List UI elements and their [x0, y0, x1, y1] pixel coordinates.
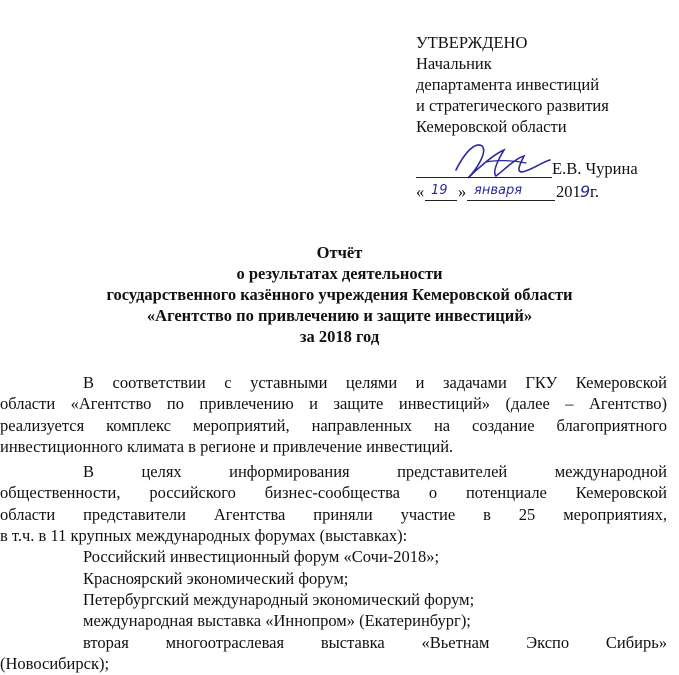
list-item: [76, 568, 667, 589]
date-close-quote: »: [458, 182, 467, 201]
approval-position-line-2: департамента инвестиций: [416, 75, 600, 94]
approval-position-line-3: и стратегического развития: [416, 96, 609, 115]
title-line-4: «Агентство по привлечению и защите инвестиций»: [146, 306, 533, 325]
title-line-5: за 2018 год: [299, 327, 380, 346]
paragraph-1-line-4: инвестиционного климата в регионе и привлечение инвестиций.: [0, 436, 454, 456]
paragraph-1-rest: [0, 393, 667, 457]
report-title: [0, 242, 679, 347]
forum-item-5-line-1: вторая многоотраслевая выставка «Вьетнам Экспо Сибирь»: [83, 632, 667, 652]
forum-item-4: международная выставка «Иннопром» (Екатеринбург);: [83, 611, 471, 631]
title-line-3: государственного казённого учреждения Кемеровской области: [106, 285, 573, 304]
date-day: 19: [431, 183, 448, 198]
report-body: [0, 372, 667, 674]
paragraph-2-line-3: области представители Агентства приняли участие в 25 мероприятиях,: [0, 504, 667, 524]
paragraph-1: [76, 372, 667, 393]
day-underline: [425, 200, 457, 201]
paragraph-2-line-2: общественности, российского бизнес-сообщества о потенциале Кемеровской: [0, 483, 667, 503]
paragraph-1-line-1: В соответствии с уставными целями и задачами ГКУ Кемеровской: [83, 373, 667, 392]
paragraph-1-line-3: реализуется комплекс мероприятий, направленных на создание благоприятного: [0, 415, 667, 435]
signature-underline: [416, 177, 552, 178]
list-item: [76, 632, 667, 653]
forum-item-1: Российский инвестиционный форум «Сочи-2018»;: [83, 547, 440, 567]
paragraph-1-line-2: области «Агентство по привлечению и защите инвестиций» (далее – Агентство): [0, 394, 667, 414]
paragraph-2-rest: [0, 482, 667, 546]
list-item: [76, 610, 667, 631]
forum-item-5-line-2: (Новосибирск);: [0, 653, 110, 673]
date-month: января: [474, 183, 523, 198]
date-year-prefix: 201: [556, 182, 581, 201]
date-year-digit: 9: [580, 182, 591, 201]
month-underline: [467, 200, 555, 201]
paragraph-2: [76, 461, 667, 482]
list-item: [76, 546, 667, 567]
approval-position-line-4: Кемеровской области: [416, 117, 567, 136]
approval-position-line-1: Начальник: [416, 54, 492, 73]
signatory-name: Е.В. Чурина: [552, 159, 638, 178]
approval-date: [416, 181, 671, 207]
date-open-quote: «: [416, 182, 425, 201]
handwritten-signature-icon: [446, 140, 556, 186]
forum-item-5-rest: [0, 653, 667, 674]
forum-item-2: Красноярский экономический форум;: [83, 568, 349, 588]
forum-item-3: Петербургский международный экономический форум;: [83, 589, 475, 609]
list-item: [76, 589, 667, 610]
approval-heading: УТВЕРЖДЕНО: [416, 33, 528, 52]
title-line-2: о результатах деятельности: [236, 264, 443, 283]
date-suffix: г.: [590, 182, 600, 201]
title-line-1: Отчёт: [316, 243, 363, 262]
approval-block: [416, 32, 671, 137]
paragraph-2-line-1: В целях информирования представителей международной: [83, 462, 667, 482]
paragraph-2-line-4: в т.ч. в 11 крупных международных форумах (выставках):: [0, 526, 408, 546]
